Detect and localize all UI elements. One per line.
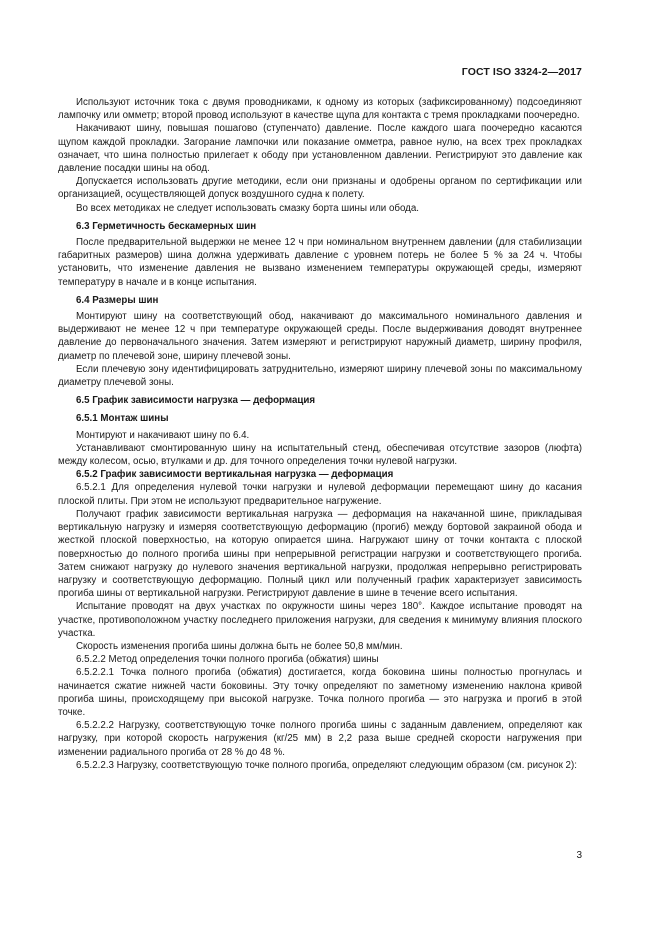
standard-designation: ГОСТ ISO 3324-2—2017 xyxy=(461,66,582,78)
heading-6-5-1: 6.5.1 Монтаж шины xyxy=(76,413,169,425)
document-body xyxy=(58,96,582,772)
para-6-5-2-2: 6.5.2.2 Метод определения точки полного прогиба (обжатия) шины xyxy=(76,654,379,666)
para-no-lubricant: Во всех методиках не следует использовать смазку борта шины или обода. xyxy=(76,202,419,214)
para-6-5-2-1: 6.5.2.1 Для определения нулевой точки нагрузки и нулевой деформации перемещают шину до касания плоской плиты. При этом не используют предварительное нагружение. xyxy=(58,482,582,507)
para-dimensions: Монтируют шину на соответствующий обод, накачивают до максимального номинального давления и выдерживают не менее 12 ч при температуре окружающей среды. После выдерживания доводят внутреннее давление до первоначального значения. Затем измеряют и регистрируют наружный диаметр, ширину профиля, диаметр по плечевой зоне, ширину плечевой зоны. xyxy=(58,311,582,362)
para-6-5-2-2-2: 6.5.2.2.2 Нагрузку, соответствующую точке полного прогиба шины с заданным давлением, определяют как нагрузку, при которой скорость нагружения (кг/25 мм) в 2,2 раза выше средней скорости нагружения при изменении радиального прогиба от 28 % до 48 %. xyxy=(58,720,582,758)
para-mount-inflate: Монтируют и накачивают шину по 6.4. xyxy=(76,429,250,441)
heading-6-5-2: 6.5.2 График зависимости вертикальная нагрузка — деформация xyxy=(76,469,394,481)
para-6-5-2-2-3: 6.5.2.2.3 Нагрузку, соответствующую точке полного прогиба, определяют следующим образом (см. рисунок 2): xyxy=(76,759,577,771)
para-install-stand: Устанавливают смонтированную шину на испытательный стенд, обеспечивая отсутствие зазоров (люфта) между колесом, осью, втулками и др. для точного определения точки нулевой нагрузки. xyxy=(58,442,582,468)
para-deflection-rate: Скорость изменения прогиба шины должна быть не более 50,8 мм/мин. xyxy=(76,640,403,652)
heading-6-3: 6.3 Герметичность бескамерных шин xyxy=(76,220,257,232)
page-number: 3 xyxy=(576,850,582,861)
para-6-5-2-2-1: 6.5.2.2.1 Точка полного прогиба (обжатия) достигается, когда боковина шины полностью прогнулась и начинается сжатие нижней части боковины. Эту точку определяют по заметному изменению наклона кривой прогиба шины, происходящему при высокой нагрузке. Точка полного прогиба — это нагрузка и прогиб в этой точке. xyxy=(58,667,582,718)
para-other-methods: Допускается использовать другие методики, если они признаны и одобрены органом по сертификации или организацией, осуществляющей допуск воздушного судна к полету. xyxy=(58,176,582,201)
para-shoulder-zone: Если плечевую зону идентифицировать затруднительно, измеряют ширину плечевой зоны по максимальному диаметру плечевой зоны. xyxy=(58,363,582,389)
para-leak-test: После предварительной выдержки не менее 12 ч при номинальном внутреннем давлении (для стабилизации габаритных размеров) шина должна удерживать давление с уровнем потерь не более 5 % за 24 ч. Чтобы установить, что изменение давления не вызвано изменением температуры окружающей среды, измеряют температуру в начале и в конце испытания. xyxy=(58,237,582,288)
heading-6-4: 6.4 Размеры шин xyxy=(76,294,159,306)
para-inflate-stepwise: Накачивают шину, повышая пошагово (ступенчато) давление. После каждого шага поочередно касаются щупом каждой прокладки. Загорание лампочки или показание омметра, равное нулю, на всех трех прокладках означает, что шина полностью прилегает к ободу при установленном давлении. Регистрируют это давление как давление посадки шины на обод. xyxy=(58,123,582,175)
heading-6-5: 6.5 График зависимости нагрузка — деформация xyxy=(76,395,316,407)
para-power-source: Используют источник тока с двумя проводниками, к одному из которых (зафиксированному) подсоединяют лампочку или омметр; второй провод используют в качестве щупа для контакта с тремя прокладками поочередно. xyxy=(58,97,582,122)
para-two-sections: Испытание проводят на двух участках по окружности шины через 180°. Каждое испытание проводят на участке, противоположном участку последнего приложения нагрузки, для сведения к минимуму влияния плоского участка. xyxy=(58,601,582,639)
para-obtain-graph: Получают график зависимости вертикальная нагрузка — деформация на накачанной шине, прикладывая вертикальную нагрузку и измеряя соответствующую деформацию (прогиб) между бортовой закраиной обода и жесткой плоской поверхностью, на которую опирается шина. Нагружают шину от точки контакта с плоской поверхностью до полного прогиба шины при непрерывной регистрации нагрузки и соответствующего прогиба. Затем снижают нагрузку до нулевого значения вертикальной нагрузки, продолжая непрерывно регистрировать нагрузку и соответствующую деформацию. Полный цикл или полученный график характеризует зависимость прогиба шины от вертикальной нагрузки. Регистрируют давление в шине в течение всего испытания. xyxy=(58,508,582,600)
